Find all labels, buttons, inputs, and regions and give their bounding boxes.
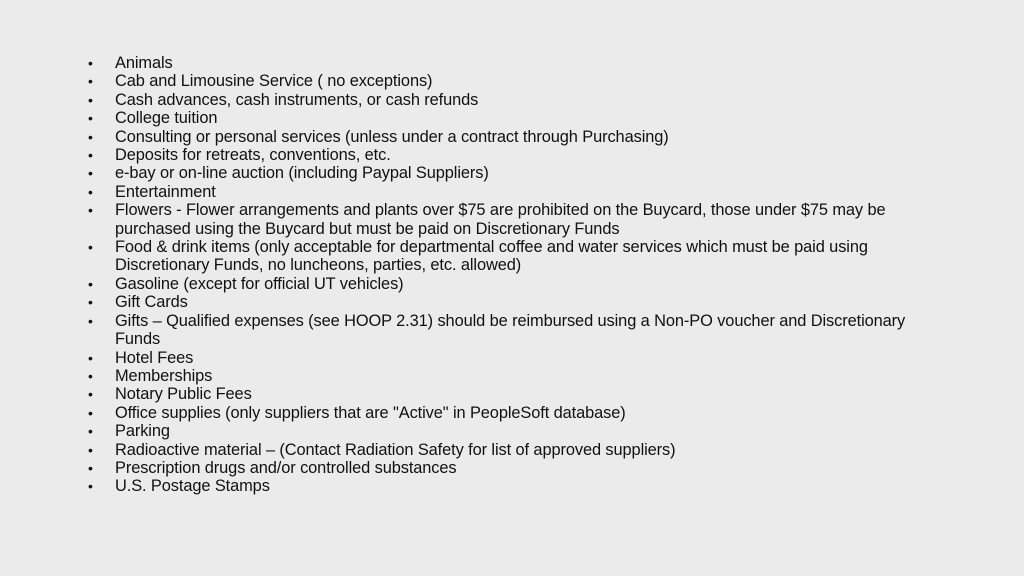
list-item — [88, 441, 918, 459]
list-item-text: Flowers - Flower arrangements and plants over $75 are prohibited on the Buycard, those under $75 may be purchased using the Buycard but must be paid on Discretionary Funds — [115, 201, 886, 238]
bullet-icon: • — [88, 441, 93, 458]
list-item-text: Food & drink items (only acceptable for departmental coffee and water services which must be paid using Discretionary Funds, no luncheons, parties, etc. allowed) — [115, 238, 868, 275]
list-item-text: College tuition — [115, 109, 218, 128]
list-item — [88, 109, 918, 127]
bullet-icon: • — [88, 73, 93, 90]
list-item — [88, 404, 918, 422]
bullet-icon: • — [88, 294, 93, 311]
bullet-icon: • — [88, 165, 93, 182]
bullet-icon: • — [88, 404, 93, 421]
list-item-text: Radioactive material – (Contact Radiation Safety for list of approved suppliers) — [115, 440, 676, 459]
list-item — [88, 183, 918, 201]
list-item — [88, 385, 918, 403]
bullet-icon: • — [88, 110, 93, 127]
bullet-icon: • — [88, 367, 93, 384]
list-item-text: Gasoline (except for official UT vehicles) — [115, 274, 404, 293]
bullet-icon: • — [88, 386, 93, 403]
bullet-icon: • — [88, 55, 93, 71]
list-item-text: Entertainment — [115, 182, 216, 201]
bullet-icon: • — [88, 128, 93, 145]
list-item-text: Cash advances, cash instruments, or cash refunds — [115, 90, 479, 109]
list-item-text: Consulting or personal services (unless under a contract through Purchasing) — [115, 127, 669, 146]
bullet-icon: • — [88, 312, 93, 329]
list-item — [88, 367, 918, 385]
bullet-icon: • — [88, 275, 93, 292]
list-item-text: U.S. Postage Stamps — [115, 477, 270, 496]
list-item — [88, 54, 918, 72]
bullet-icon: • — [88, 239, 93, 256]
bullet-icon: • — [88, 147, 93, 164]
bullet-icon: • — [88, 183, 93, 200]
list-item-text: Animals — [115, 54, 173, 72]
list-item-text: Memberships — [115, 366, 213, 385]
list-item-text: Cab and Limousine Service ( no exceptions) — [115, 72, 433, 91]
bullet-icon: • — [88, 478, 93, 495]
list-item-text: e-bay or on-line auction (including Paypal Suppliers) — [115, 164, 489, 183]
bullet-icon: • — [88, 91, 93, 108]
list-item-text: Prescription drugs and/or controlled substances — [115, 458, 457, 477]
list-item — [88, 349, 918, 367]
list-item-text: Gift Cards — [115, 293, 188, 312]
bullet-list — [88, 54, 918, 496]
list-item — [88, 477, 918, 495]
list-item — [88, 164, 918, 182]
list-item — [88, 312, 918, 349]
list-item — [88, 72, 918, 90]
list-item-text: Office supplies (only suppliers that are "Active" in PeopleSoft database) — [115, 403, 626, 422]
bullet-icon: • — [88, 459, 93, 476]
list-item — [88, 201, 918, 238]
list-item-text: Gifts – Qualified expenses (see HOOP 2.31) should be reimbursed using a Non-PO voucher and Discretionary Funds — [115, 311, 906, 349]
list-item — [88, 238, 918, 275]
list-item — [88, 275, 918, 293]
bullet-icon: • — [88, 349, 93, 366]
list-item — [88, 146, 918, 164]
list-item-text: Notary Public Fees — [115, 385, 252, 404]
list-item — [88, 128, 918, 146]
bullet-icon: • — [88, 423, 93, 440]
list-item — [88, 293, 918, 311]
list-item-text: Parking — [115, 422, 170, 441]
list-item-text: Hotel Fees — [115, 348, 194, 367]
list-item — [88, 459, 918, 477]
list-item — [88, 422, 918, 440]
bullet-icon: • — [88, 202, 93, 219]
list-item — [88, 91, 918, 109]
list-item-text: Deposits for retreats, conventions, etc. — [115, 146, 391, 165]
